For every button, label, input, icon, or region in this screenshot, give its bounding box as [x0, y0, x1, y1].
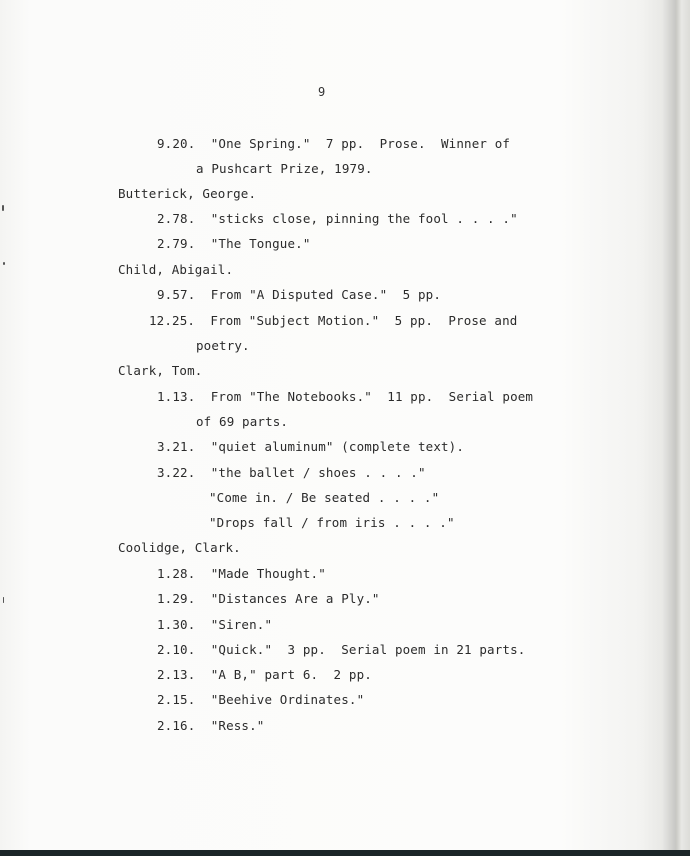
entry-line: 2.79. "The Tongue.": [157, 236, 311, 251]
scan-speck: [3, 597, 4, 603]
entry-line: 2.15. "Beehive Ordinates.": [157, 692, 365, 707]
entry-line: poetry.: [196, 338, 250, 353]
entry-line: 2.16. "Ress.": [157, 718, 265, 733]
entry-line: 1.28. "Made Thought.": [157, 566, 326, 581]
author-heading: Coolidge, Clark.: [118, 540, 241, 555]
author-heading: Child, Abigail.: [118, 262, 234, 277]
page-binding-edge: [676, 0, 690, 850]
entry-line: 1.13. From "The Notebooks." 11 pp. Serial poem: [157, 389, 534, 404]
entry-line: 3.21. "quiet aluminum" (complete text).: [157, 439, 465, 454]
entry-line: "Come in. / Be seated . . . .": [209, 490, 440, 505]
entry-line: 2.10. "Quick." 3 pp. Serial poem in 21 parts.: [157, 642, 526, 657]
entry-line: 1.30. "Siren.": [157, 617, 273, 632]
page-number: 9: [318, 85, 326, 99]
entry-line: 3.22. "the ballet / shoes . . . .": [157, 465, 426, 480]
entry-line: 2.78. "sticks close, pinning the fool . . . .": [157, 211, 518, 226]
entry-line: 9.57. From "A Disputed Case." 5 pp.: [157, 287, 441, 302]
entry-line: 12.25. From "Subject Motion." 5 pp. Prose and: [149, 313, 518, 328]
page-edge-shadow: [662, 0, 676, 850]
entry-line: of 69 parts.: [196, 414, 289, 429]
entry-line: "Drops fall / from iris . . . .": [209, 515, 455, 530]
entry-line: a Pushcart Prize, 1979.: [196, 161, 373, 176]
entry-line: 9.20. "One Spring." 7 pp. Prose. Winner of: [157, 136, 511, 151]
page-bottom-edge: [0, 850, 690, 856]
author-heading: Clark, Tom.: [118, 363, 203, 378]
author-heading: Butterick, George.: [118, 186, 257, 201]
entry-line: 1.29. "Distances Are a Ply.": [157, 591, 380, 606]
scan-speck: [3, 262, 5, 265]
scan-speck: [2, 205, 4, 211]
entry-line: 2.13. "A B," part 6. 2 pp.: [157, 667, 372, 682]
